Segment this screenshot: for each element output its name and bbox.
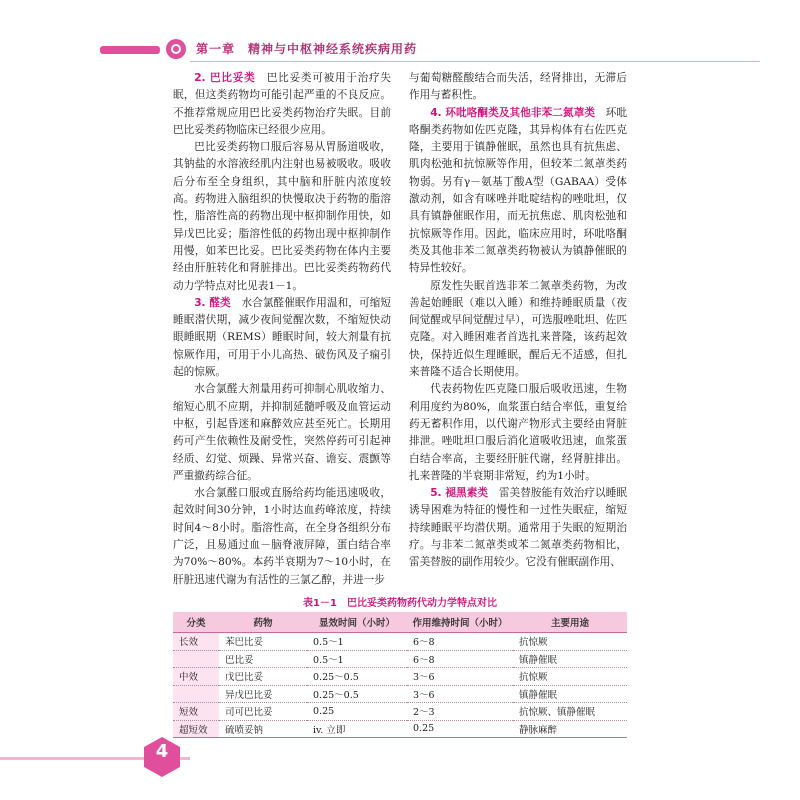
running-header <box>0 36 800 64</box>
paragraph <box>173 139 391 295</box>
table-body <box>173 633 627 738</box>
paragraph-text: 巴比妥类药物口服后容易从胃肠道吸收，其钠盐的水溶液经肌内注射也易被吸收。吸收后分布至全身组织，其中脑和肝脏内浓度较高。药物进入脑组织的快慢取决于药物的脂溶性，脂溶性高的药物出现中枢抑制作用快，如异戊巴比妥；脂溶性低的药物出现中枢抑制作用慢，如苯巴比妥。巴比妥类药物在体内主要经由肝脏转化和肾脏排出。巴比妥类药物药代动力学特点对比见表1－1。 <box>173 141 391 292</box>
paragraph <box>409 70 627 105</box>
pharmacokinetics-table <box>173 612 627 738</box>
cell-use: 抗惊厥、镇静催眠 <box>513 703 627 721</box>
paragraph-text: 水合氯醛口服或直肠给药均能迅速吸收，起效时间30分钟，1小时达血药峰浓度，持续时间4～8小时。脂溶性高，在全身各组织分布广泛，且易通过血－脑脊液屏障，蛋白结合率为70%～80%。本药半衰期为7～10小时，在肝脏迅速代谢为有活性的三氯乙醇，并进一步 <box>173 487 391 586</box>
cell-drug: 巴比妥 <box>219 650 307 668</box>
cell-use: 抗惊厥 <box>513 633 627 651</box>
paragraph <box>173 381 391 485</box>
cell-drug: 硫喷妥钠 <box>219 720 307 738</box>
cell-use: 镇静催眠 <box>513 685 627 703</box>
cell-duration: 6～8 <box>407 633 513 651</box>
section-heading: 4. 环吡咯酮类及其他非苯二氮䓬类 <box>430 106 596 119</box>
page-number: 4 <box>155 741 169 762</box>
left-column <box>173 70 391 589</box>
table-header-row <box>173 612 627 633</box>
cell-use: 静脉麻醉 <box>513 720 627 738</box>
header-drug: 药物 <box>219 612 307 633</box>
cell-onset: 0.5～1 <box>307 633 407 651</box>
header-use: 主要用途 <box>513 612 627 633</box>
header-decor-bar <box>100 46 160 54</box>
paragraph <box>173 295 391 381</box>
table-row <box>173 668 627 686</box>
header-onset: 显效时间（小时） <box>307 612 407 633</box>
paragraph-text: 代表药物佐匹克隆口服后吸收迅速，生物利用度约为80%，血浆蛋白结合率低，重复给药无蓄积作用，以代谢产物形式主要经由肾脏排泄。唑吡坦口服后消化道吸收迅速，血浆蛋白结合率高，主要经肝脏代谢，经肾脏排出。扎来普隆的半衰期非常短，约为1小时。 <box>409 383 627 482</box>
chapter-icon <box>166 39 186 59</box>
section-heading: 3. 醛类 <box>194 296 231 309</box>
cell-drug: 异戊巴比妥 <box>219 685 307 703</box>
cell-category <box>173 685 219 703</box>
chapter-title: 第一章 精神与中枢神经系统疾病用药 <box>196 42 418 56</box>
table-row <box>173 720 627 738</box>
cell-drug: 苯巴比妥 <box>219 633 307 651</box>
paragraph-text: 雷美替胺能有效治疗以睡眠诱导困难为特征的慢性和一过性失眠症，缩短持续睡眠平均潜伏期。通常用于失眠的短期治疗。与非苯二氮䓬类或苯二氮䓬类药物相比，雷美替胺的副作用较少。它没有催眠副作用、 <box>409 487 628 569</box>
right-column <box>409 70 627 572</box>
cell-onset: iv. 立即 <box>307 720 407 738</box>
cell-duration: 2～3 <box>407 703 513 721</box>
table-row <box>173 633 627 651</box>
table-caption: 表1－1 巴比妥类药物药代动力学特点对比 <box>303 598 497 609</box>
cell-onset: 0.25～0.5 <box>307 668 407 686</box>
cell-use: 抗惊厥 <box>513 668 627 686</box>
cell-category: 长效 <box>173 633 219 651</box>
cell-onset: 0.25～0.5 <box>307 685 407 703</box>
table-row <box>173 685 627 703</box>
paragraph-text: 水合氯醛催眠作用温和，可缩短睡眠潜伏期，减少夜间觉醒次数，不缩短快动眼睡眠期（REMS）睡眠时间，较大剂量有抗惊厥作用，可用于小儿高热、破伤风及子痫引起的惊厥。 <box>173 296 392 379</box>
paragraph <box>173 70 391 139</box>
table-row <box>173 650 627 668</box>
table-1-1 <box>173 596 627 738</box>
cell-duration: 3～6 <box>407 668 513 686</box>
header-rule <box>190 61 760 62</box>
cell-category: 中效 <box>173 668 219 686</box>
paragraph-text: 环吡咯酮类药物如佐匹克隆，其异构体有右佐匹克隆，主要用于镇静催眠，虽然也具有抗焦虑、肌肉松弛和抗惊厥等作用，但较苯二氮䓬类药物弱。另有γ－氨基丁酸A型（GABAA）受体激动剂，如含有咪唑并吡啶结构的唑吡坦，仅具有镇静催眠作用，而无抗焦虑、肌肉松弛和抗惊厥等作用。因此，临床应用时，环吡咯酮类及其他非苯二氮䓬类药物被认为镇静催眠的特异性较好。 <box>409 106 628 275</box>
paragraph-text: 与葡萄糖醛酸结合而失活，经肾排出，无滞后作用与蓄积性。 <box>409 72 627 102</box>
cell-onset: 0.25 <box>307 703 407 721</box>
paragraph-text: 原发性失眠首选非苯二氮䓬类药物，为改善起始睡眠（难以入睡）和维持睡眠质量（夜间觉醒或早间觉醒过早），可选服唑吡坦、佐匹克隆。对入睡困难者首选扎来普隆，该药起效快，保持近似生理睡眠，醒后无不适感，但扎来普隆不适合长期使用。 <box>409 279 627 379</box>
cell-duration: 0.25 <box>407 720 513 738</box>
paragraph <box>409 278 627 382</box>
header-duration: 作用维持时间（小时） <box>407 612 513 633</box>
cell-use: 镇静催眠 <box>513 650 627 668</box>
cell-category: 短效 <box>173 703 219 721</box>
cell-duration: 3～6 <box>407 685 513 703</box>
cell-drug: 司可巴比妥 <box>219 703 307 721</box>
section-heading: 5. 褪黑素类 <box>430 487 489 500</box>
cell-category <box>173 650 219 668</box>
body-text <box>173 70 627 590</box>
cell-onset: 0.5～1 <box>307 650 407 668</box>
header-category: 分类 <box>173 612 219 633</box>
paragraph <box>409 105 627 278</box>
paragraph <box>409 485 627 571</box>
table-row <box>173 703 627 721</box>
cell-category: 超短效 <box>173 720 219 738</box>
page-number-box <box>0 733 190 783</box>
paragraph <box>173 485 391 589</box>
paragraph <box>409 381 627 485</box>
paragraph-text: 水合氯醛大剂量用药可抑制心肌收缩力、缩短心肌不应期，并抑制延髓呼吸及血管运动中枢，引起昏迷和麻醉效应甚至死亡。长期用药可产生依赖性及耐受性，突然停药可引起神经质、幻觉、烦躁、异常兴奋、谵妄、震颤等严重撤药综合征。 <box>173 383 391 482</box>
cell-drug: 戊巴比妥 <box>219 668 307 686</box>
cell-duration: 6～8 <box>407 650 513 668</box>
paragraph-text: 巴比妥类可被用于治疗失眠，但这类药物均可能引起严重的不良反应。不推荐常规应用巴比妥类药物治疗失眠。目前巴比妥类药物临床已经很少应用。 <box>173 72 391 136</box>
section-heading: 2. 巴比妥类 <box>194 72 256 84</box>
